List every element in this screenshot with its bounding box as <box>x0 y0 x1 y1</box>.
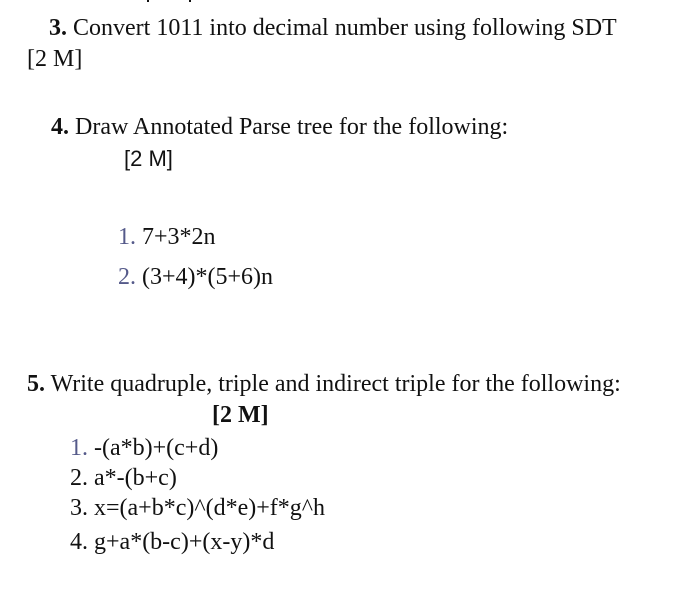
question-5-heading <box>27 370 621 398</box>
list-item-index: 4. <box>70 529 88 555</box>
list-item-index: 1. <box>70 435 88 461</box>
question-4-item-2 <box>118 263 273 291</box>
list-item-index: 3. <box>70 495 88 521</box>
list-item-expression: x=(a+b*c)^(d*e)+f*g^h <box>94 495 326 521</box>
question-5-number: 5. <box>27 371 45 397</box>
list-item-index: 2. <box>70 465 88 491</box>
question-4-number: 4. <box>51 114 69 140</box>
list-item-expression: -(a*b)+(c+d) <box>94 435 219 461</box>
question-5-item-3 <box>70 494 325 522</box>
question-3-number: 3. <box>49 15 67 41</box>
question-5-item-1 <box>70 434 218 462</box>
question-3-text: Convert 1011 into decimal number using following SDT <box>73 15 617 41</box>
question-4-text: Draw Annotated Parse tree for the following: <box>75 114 509 140</box>
question-4-heading <box>51 113 508 141</box>
list-item-expression: a*-(b+c) <box>94 465 177 491</box>
question-4-marks: [2 M] <box>124 146 173 171</box>
question-5-marks: [2 M] <box>212 402 269 428</box>
list-item-expression: g+a*(b-c)+(x-y)*d <box>94 529 275 555</box>
question-3-marks: [2 M] <box>27 46 83 72</box>
list-item-index: 1. <box>118 224 136 250</box>
question-4-item-1 <box>118 223 216 251</box>
question-5-text: Write quadruple, triple and indirect triple for the following: <box>50 371 621 397</box>
cropped-previous-line <box>115 0 195 6</box>
question-3-heading <box>49 14 617 42</box>
list-item-expression: 7+3*2n <box>142 224 216 250</box>
question-5-item-4 <box>70 528 274 556</box>
list-item-expression: (3+4)*(5+6)n <box>142 264 274 290</box>
question-5-item-2 <box>70 464 177 492</box>
list-item-index: 2. <box>118 264 136 290</box>
